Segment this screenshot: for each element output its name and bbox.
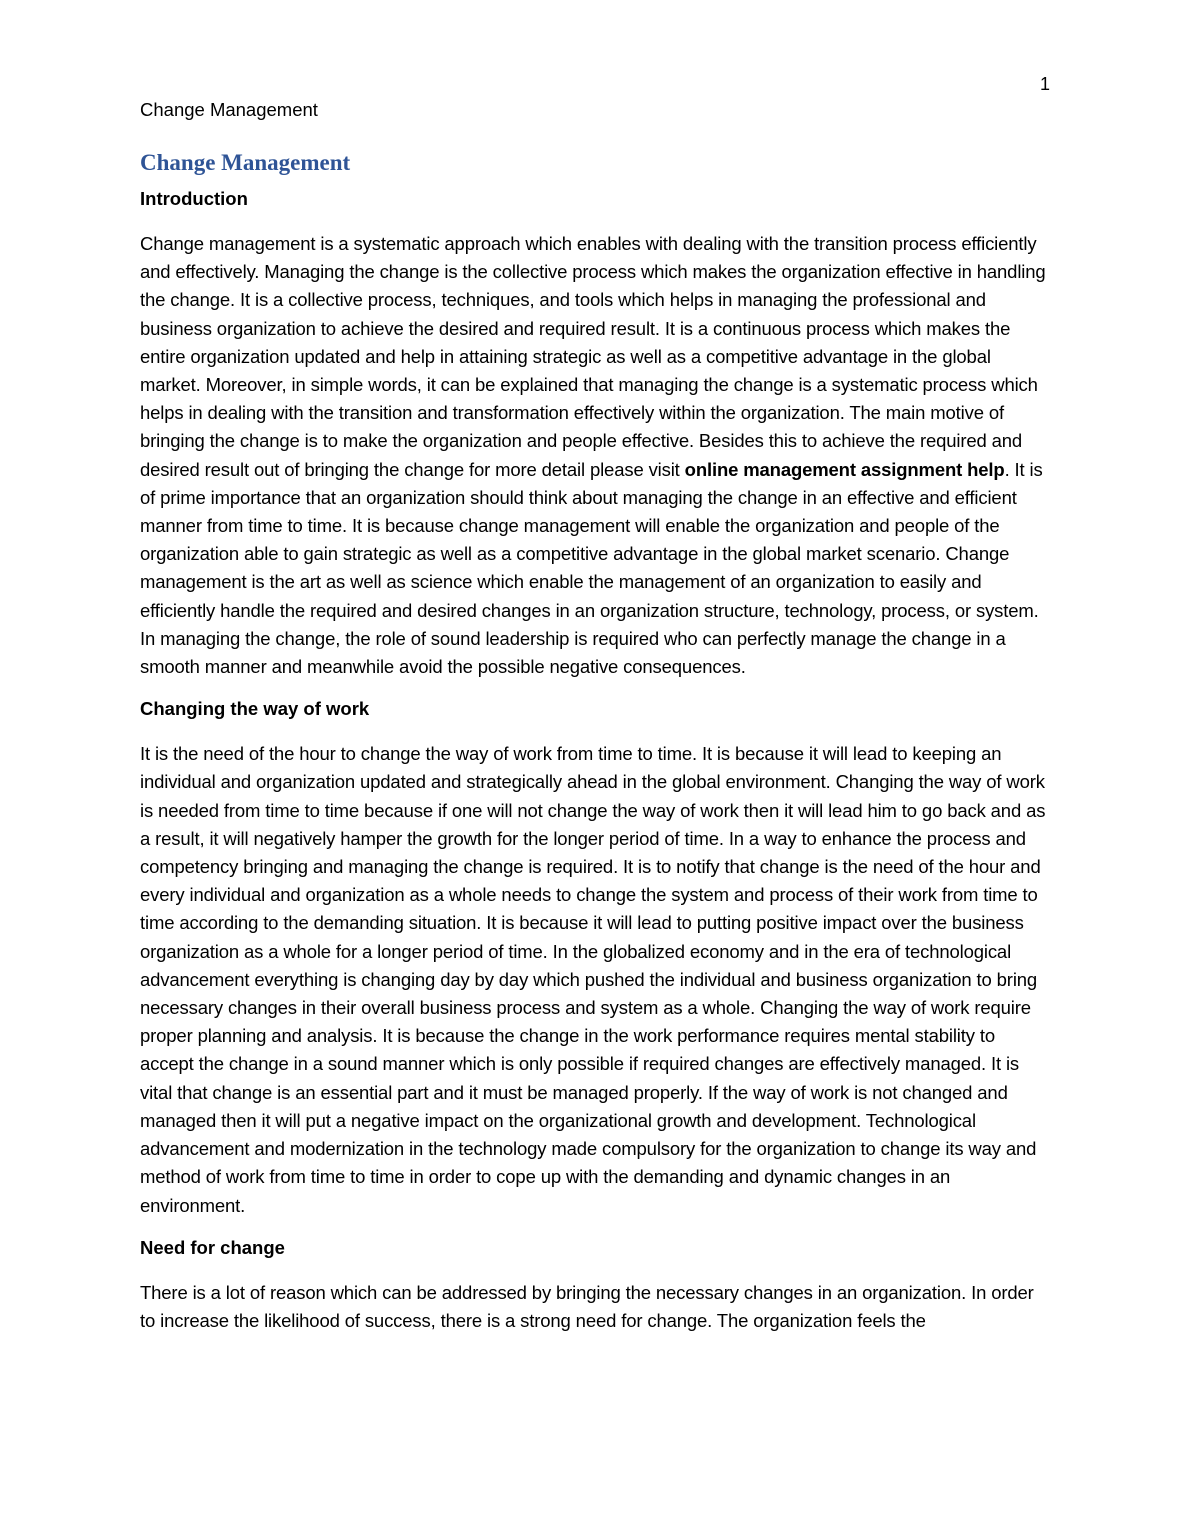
section-heading-introduction: Introduction <box>140 188 248 209</box>
need-for-change-paragraph: There is a lot of reason which can be addressed by bringing the necessary changes in an organization. In order to increase the likelihood of success, there is a strong need for change. The organization feels the <box>140 1281 1034 1331</box>
assignment-help-bold-text: online management assignment help <box>684 458 1005 480</box>
document-title: Change Management <box>140 150 351 175</box>
section-heading-changing-way-of-work: Changing the way of work <box>140 698 370 720</box>
changing-way-of-work-paragraph: It is the need of the hour to change the way of work from time to time. It is because it will lead to keeping an individual and organization updated and strategically ahead in the global environment. Changing the way of work is needed from time to time because if one will not change the way of work then it will lead him to go back and as a result, it will negatively hamper the growth for the longer period of time. In a way to enhance the process and competency bringing and managing the change is required. It is to notify that change is the need of the hour and every individual and organization as a whole needs to change the system and process of their work from time to time according to the demanding situation. It is because it will lead to putting positive impact over the business organization as a whole for a longer period of time. In the globalized economy and in the era of technological advancement everything is changing day by day which pushed the individual and business organization to bring necessary changes in their overall business process and system as a whole. Changing the way of work require proper planning and analysis. It is because the change in the work performance requires mental stability to accept the change in a sound manner which is only possible if required changes are effectively managed. It is vital that change is an essential part and it must be managed properly. If the way of work is not changed and managed then it will put a negative impact on the organizational growth and development. Technological advancement and modernization in the technology made compulsory for the organization to change its way and method of work from time to time in order to cope up with the demanding and dynamic changes in an environment. <box>140 743 1046 1216</box>
section-heading-need-for-change: Need for change <box>140 1236 285 1258</box>
page-number: 1 <box>1039 74 1050 94</box>
document-body <box>140 148 1050 1352</box>
introduction-paragraph <box>140 230 1050 681</box>
introduction-text-start: Change management is a systematic approach which enables with dealing with the transition process efficiently and effectively. Managing the change is the collective process which makes the organization effective in handling the change. It is a collective process, techniques, and tools which helps in managing the professional and business organization to achieve the desired and required result. It is a continuous process which makes the entire organization updated and help in attaining strategic as well as a competitive advantage in the global market. Moreover, in simple words, it can be explained that managing the change is a systematic process which helps in dealing with the transition and transformation effectively within the organization. The main motive of bringing the change is to make the organization and people effective. Besides this to achieve the required and desired result out of bringing the change for more detail please visit <box>140 233 1046 480</box>
running-header: Change Management <box>140 99 318 120</box>
introduction-text-end: . It is of prime importance that an organization should think about managing the change in an effective and efficient manner from time to time. It is because change management will enable the organization and people of the organization able to gain strategic as well as a competitive advantage in the global market scenario. Change management is the art as well as science which enable the management of an organization to easily and efficiently handle the required and desired changes in an organization structure, technology, process, or system. In managing the change, the role of sound leadership is required who can perfectly manage the change in a smooth manner and meanwhile avoid the possible negative consequences. <box>140 458 1043 678</box>
